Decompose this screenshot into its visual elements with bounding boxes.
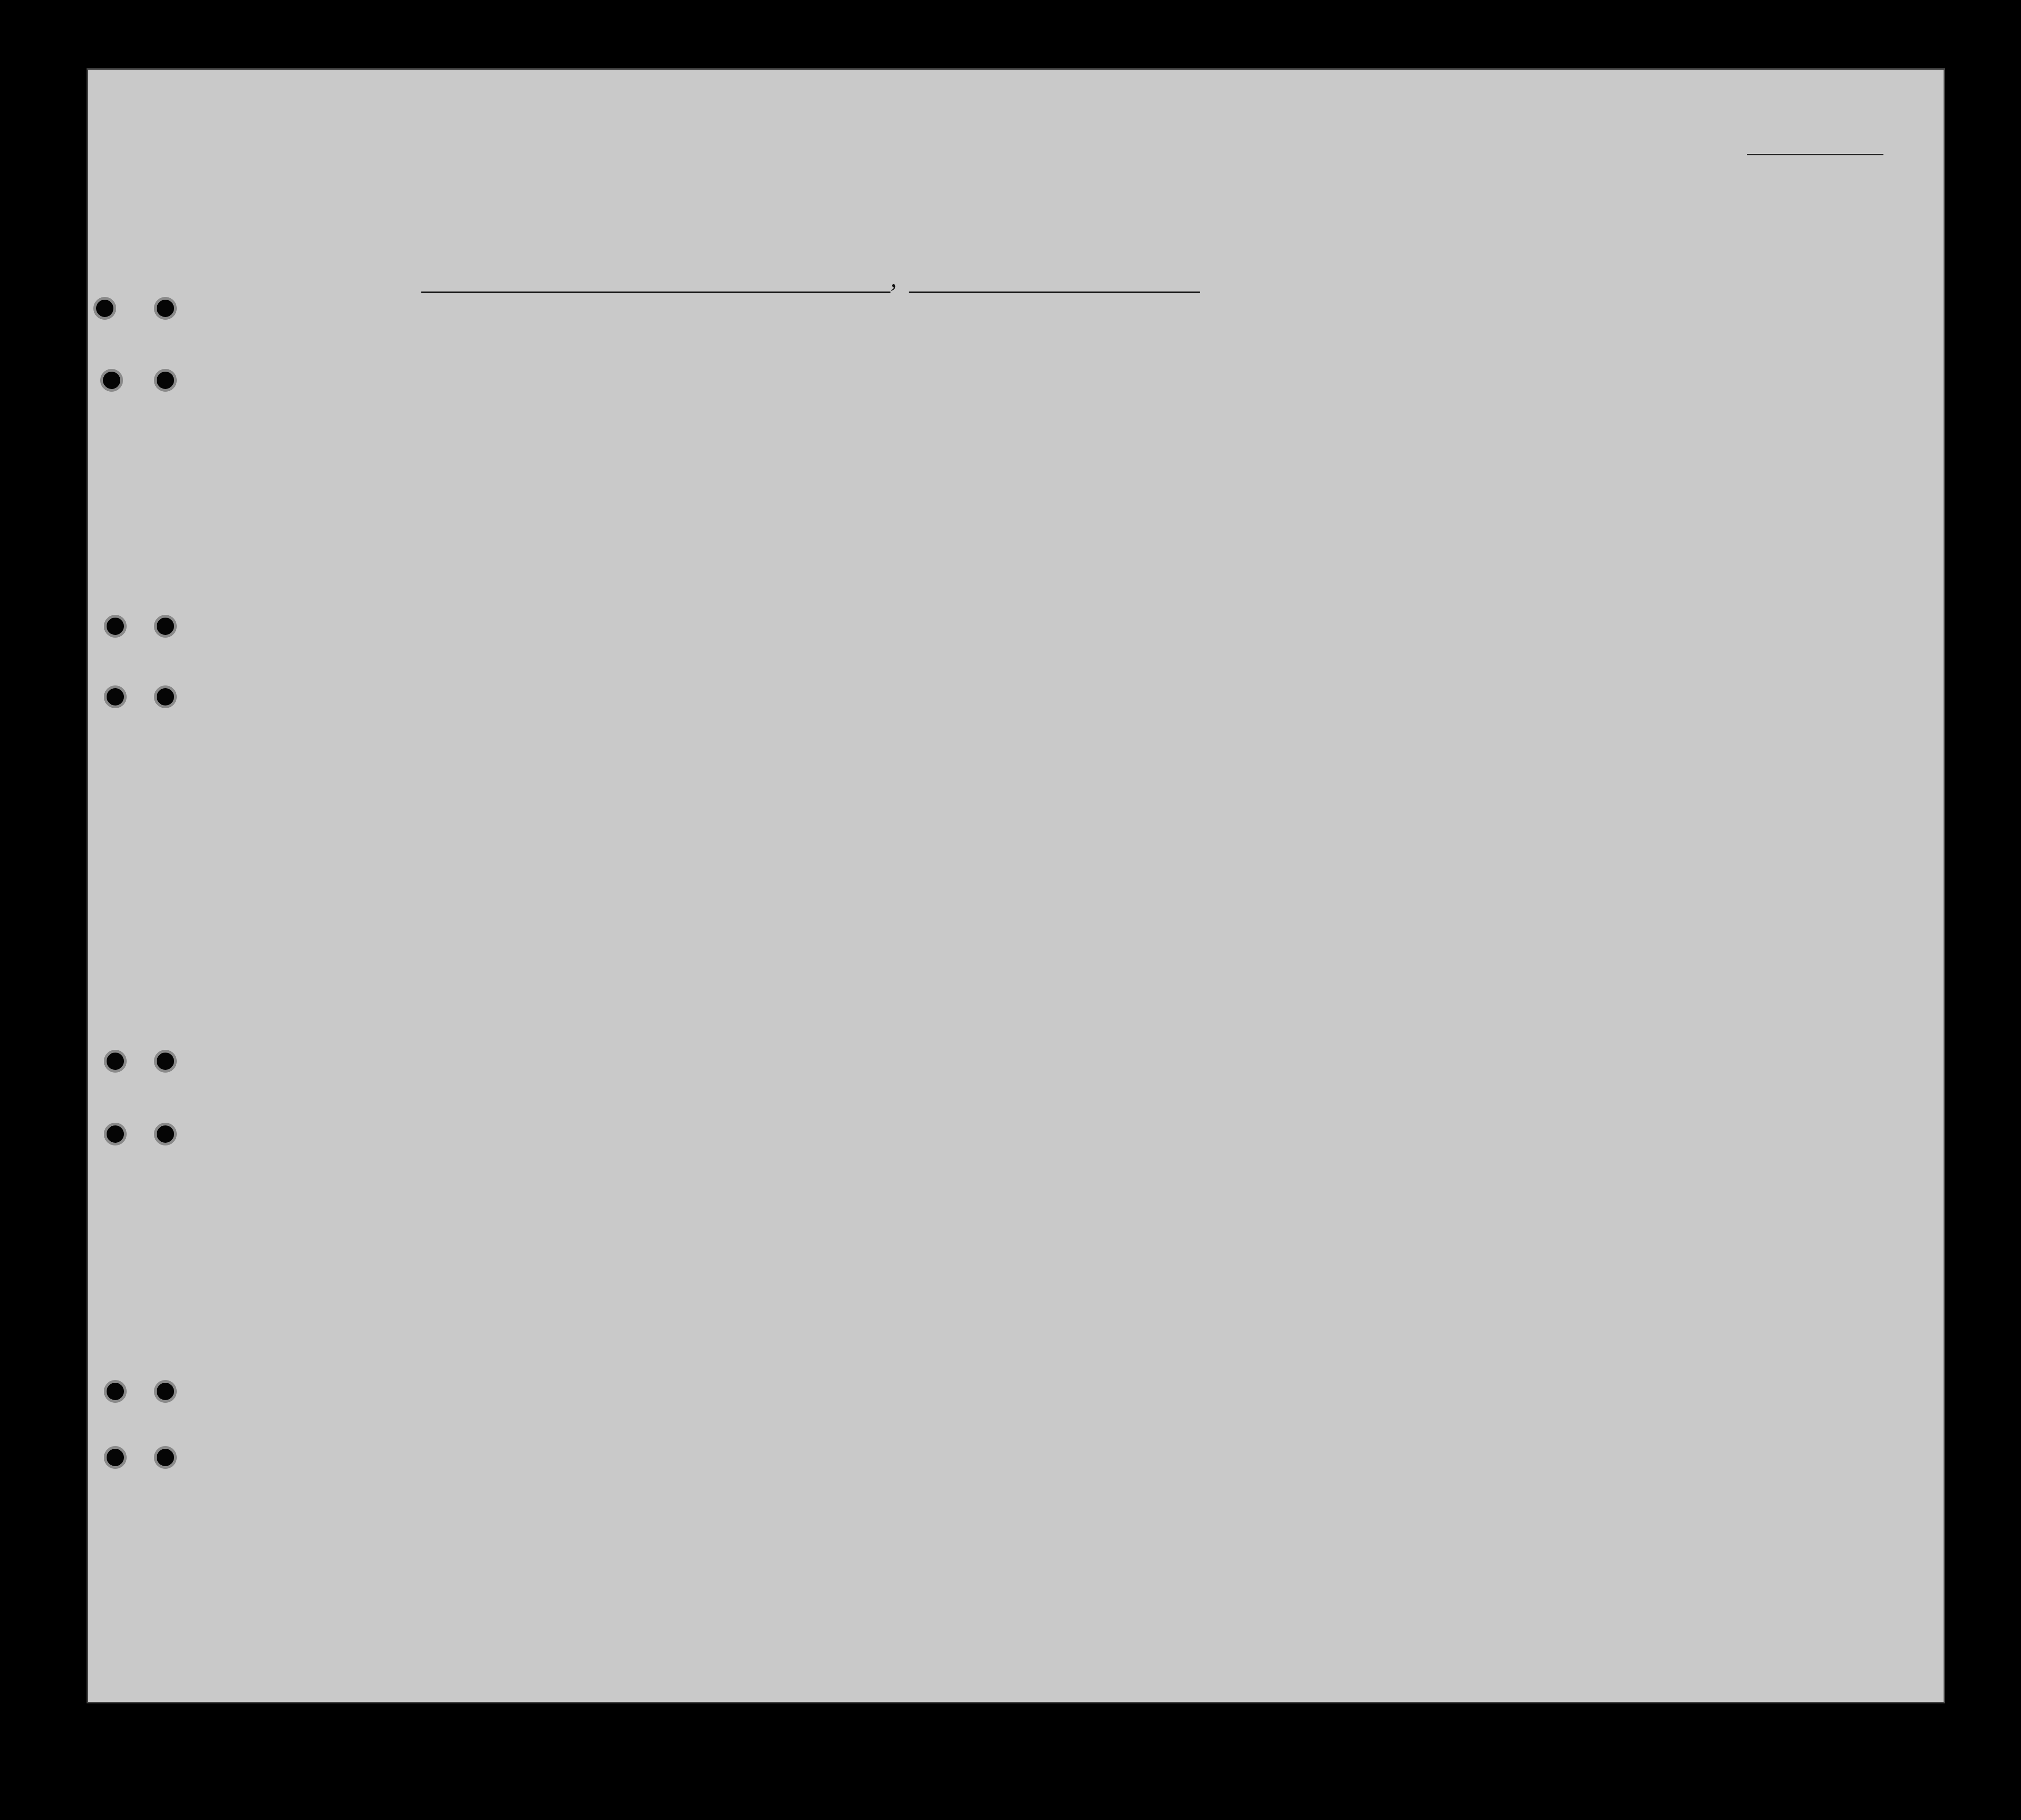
punch-hole xyxy=(154,297,177,320)
punch-hole xyxy=(104,685,127,708)
punch-hole xyxy=(154,685,177,708)
punch-hole xyxy=(154,369,177,392)
manifest-sheet xyxy=(87,68,1945,1703)
punch-hole xyxy=(154,1050,177,1073)
punch-hole xyxy=(100,369,123,392)
port-underline xyxy=(421,291,890,293)
punch-hole xyxy=(104,615,127,638)
punch-hole xyxy=(93,297,116,320)
punch-hole xyxy=(104,1446,127,1469)
punch-hole xyxy=(154,1380,177,1403)
punch-hole xyxy=(154,1446,177,1469)
date-underline xyxy=(909,291,1200,293)
punch-hole xyxy=(154,615,177,638)
punch-hole xyxy=(154,1123,177,1145)
punch-hole xyxy=(104,1050,127,1073)
list-underline xyxy=(1747,154,1883,155)
comma: , xyxy=(890,265,897,293)
punch-hole xyxy=(104,1123,127,1145)
punch-hole xyxy=(104,1380,127,1403)
